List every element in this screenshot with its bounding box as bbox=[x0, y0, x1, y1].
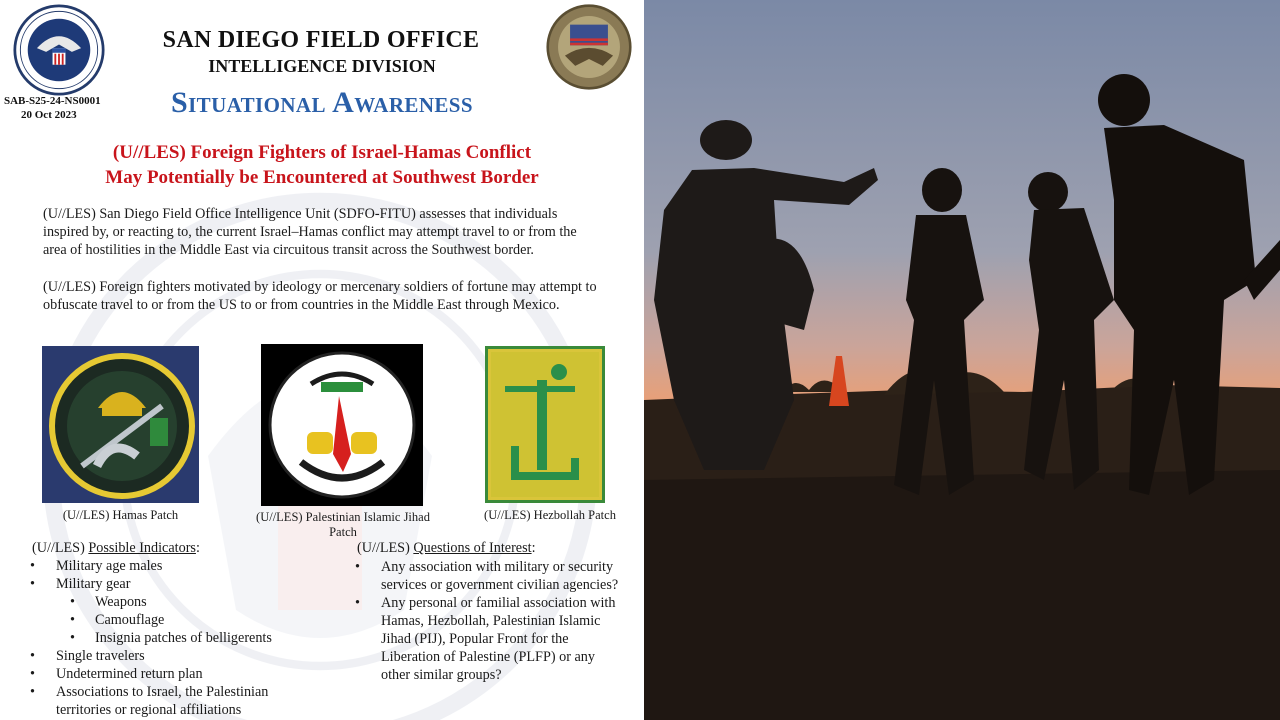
list-item: • Military age males bbox=[30, 558, 163, 574]
hezbollah-patch-caption: (U//LES) Hezbollah Patch bbox=[484, 508, 616, 522]
pij-patch-caption: (U//LES) Palestinian Islamic Jihad Patch bbox=[256, 510, 430, 539]
indicators-heading: (U//LES) Possible Indicators: bbox=[32, 540, 200, 556]
division-title: INTELLIGENCE DIVISION bbox=[208, 56, 436, 76]
list-item: • Associations to Israel, the Palestinian territories or regional affiliations bbox=[30, 684, 269, 718]
pij-patch-icon bbox=[261, 344, 423, 506]
silhouettes-photo bbox=[644, 0, 1280, 720]
indicators-list bbox=[30, 557, 296, 719]
list-item: • Undetermined return plan bbox=[30, 666, 203, 682]
foreign-fighters-paragraph: (U//LES) Foreign fighters motivated by ideology or mercenary soldiers of fortune may attempt to obfuscate travel to or from the US to or from countries in the Middle East through Mexico. bbox=[43, 279, 597, 313]
list-item: • Insignia patches of belligerents bbox=[70, 630, 272, 646]
questions-list bbox=[355, 558, 621, 684]
assessment-paragraph: (U//LES) San Diego Field Office Intelligence Unit (SDFO-FITU) assesses that individuals inspired by, or reacting to, the current Israel–Hamas conflict may attempt travel to or from the area of hostilities in the Middle East via circuitous transit across the Southwest border. bbox=[43, 206, 577, 258]
hezbollah-patch-icon bbox=[485, 346, 605, 503]
situational-awareness-title: Situational Awareness bbox=[171, 86, 473, 119]
border-photo bbox=[644, 0, 1280, 720]
list-item: • Single travelers bbox=[30, 648, 145, 664]
hamas-patch-caption: (U//LES) Hamas Patch bbox=[62, 508, 179, 522]
list-item: • Weapons bbox=[70, 594, 147, 610]
hamas-patch-icon bbox=[42, 346, 199, 503]
questions-heading: (U//LES) Questions of Interest: bbox=[357, 540, 536, 556]
document-id: SAB-S25-24-NS0001 bbox=[4, 95, 101, 107]
list-item: • Military gear bbox=[30, 576, 131, 592]
headline-line-2: May Potentially be Encountered at Southwest Border bbox=[105, 167, 539, 188]
list-item: • Camouflage bbox=[70, 612, 165, 628]
headline-line-1: (U//LES) Foreign Fighters of Israel-Hamas Conflict bbox=[112, 142, 532, 163]
document-date: 20 Oct 2023 bbox=[21, 109, 77, 121]
list-item: • Any association with military or security services or government civilian agencies? bbox=[355, 559, 619, 593]
list-item: • Any personal or familial association with Hamas, Hezbollah, Palestinian Islamic Jihad (PIJ), Popular Front for the Liberation of Palestine (PLFP) or any other similar groups? bbox=[355, 595, 616, 683]
office-title: SAN DIEGO FIELD OFFICE bbox=[162, 27, 480, 53]
